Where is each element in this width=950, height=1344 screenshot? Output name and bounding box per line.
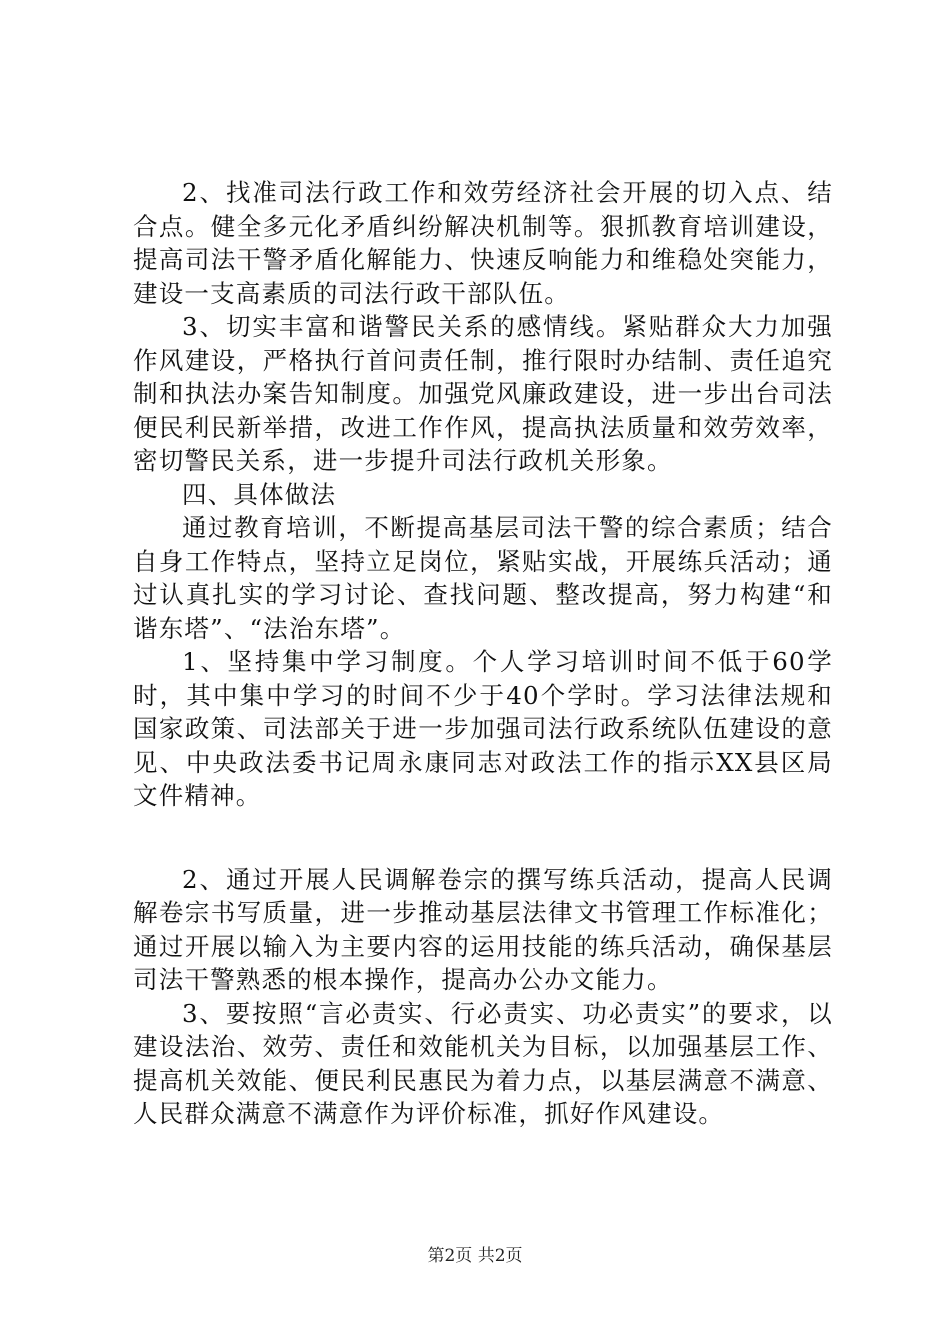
paragraph-item-3-police-relations: 3、切实丰富和谐警民关系的感情线。紧贴群众大力加强作风建设，严格执行首问责任制，推行限时办结制、责任追究制和执法办案告知制度。加强党风廉政建设，进一步出台司法便民利民新举措，改进工作作风，提高执法质量和效劳效率，密切警民关系，进一步提升司法行政机关形象。 [133, 312, 833, 475]
page-footer: 第2页 共2页 [427, 1246, 523, 1266]
paragraph-methods-intro: 通过教育培训，不断提高基层司法干警的综合素质；结合自身工作特点，坚持立足岗位，紧贴实战，开展练兵活动；通过认真扎实的学习讨论、查找问题、整改提高，努力构建“和谐东塔”、“法治东塔”。 [133, 513, 833, 643]
paragraph-item-2-entry-point: 2、找准司法行政工作和效劳经济社会开展的切入点、结合点。健全多元化矛盾纠纷解决机制等。狠抓教育培训建设，提高司法干警矛盾化解能力、快速反响能力和维稳处突能力，建设一支高素质的司法行政干部队伍。 [133, 178, 833, 308]
paragraph-item-2-mediation-drill: 2、通过开展人民调解卷宗的撰写练兵活动，提高人民调解卷宗书写质量，进一步推动基层法律文书管理工作标准化；通过开展以输入为主要内容的运用技能的练兵活动，确保基层司法干警熟悉的根本操作，提高办公办文能力。 [133, 864, 833, 994]
paragraph-item-3-work-style: 3、要按照“言必责实、行必责实、功必责实”的要求，以建设法治、效劳、责任和效能机关为目标，以加强基层工作、提高机关效能、便民利民惠民为着力点，以基层满意不满意、人民群众满意不满意作为评价标准，抓好作风建设。 [133, 998, 833, 1128]
section-heading-specific-methods: 四、具体做法 [182, 479, 337, 509]
document-body [133, 176, 833, 1131]
paragraph-item-1-study-system: 1、坚持集中学习制度。个人学习培训时间不低于60学时，其中集中学习的时间不少于40个学时。学习法律法规和国家政策、司法部关于进一步加强司法行政系统队伍建设的意见、中央政法委书记周永康同志对政法工作的指示XX县区局文件精神。 [133, 647, 833, 810]
paragraph-spacer [133, 813, 833, 863]
